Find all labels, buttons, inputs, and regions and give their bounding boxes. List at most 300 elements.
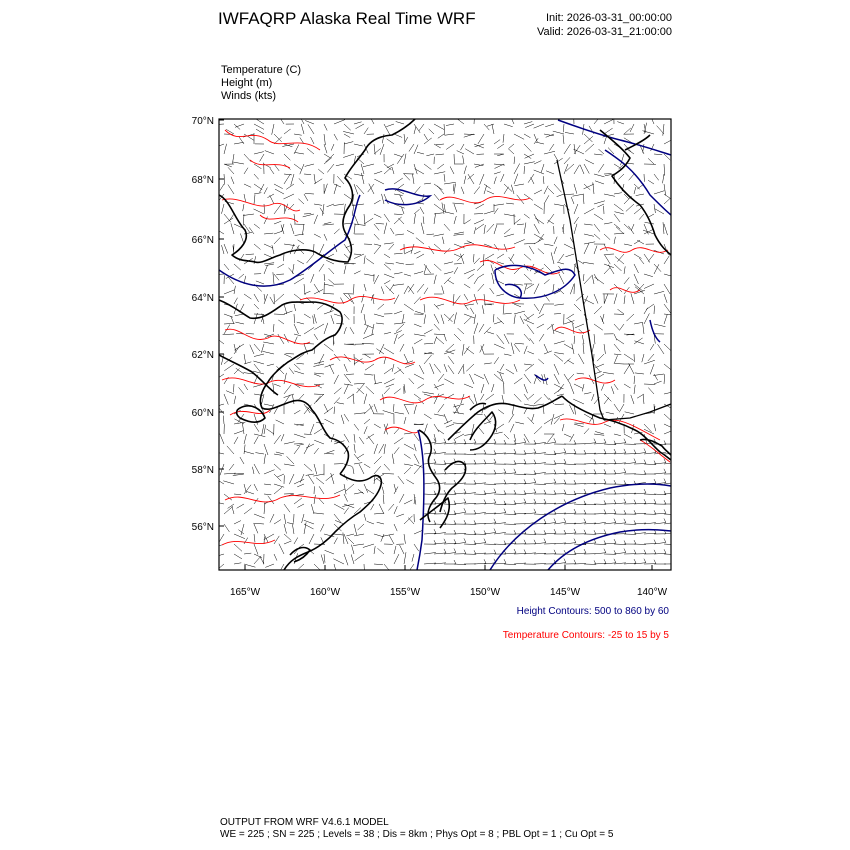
wind-barb	[474, 214, 483, 215]
wind-barb	[455, 434, 464, 439]
wind-barb	[541, 164, 544, 173]
wind-barb	[374, 214, 381, 218]
wind-barb-flag	[504, 480, 506, 484]
wind-barb	[644, 424, 652, 432]
wind-barb	[462, 344, 464, 356]
wind-barb	[592, 394, 595, 401]
wind-barb	[468, 396, 474, 404]
wind-barb-flag	[674, 500, 676, 504]
wind-barb	[554, 237, 557, 244]
wind-barb	[314, 215, 318, 224]
wind-barb	[289, 368, 294, 374]
wind-barb	[395, 412, 404, 414]
wind-barb	[344, 142, 353, 144]
wind-barb	[524, 384, 528, 393]
wind-barb-flag	[524, 459, 526, 463]
wind-barb	[314, 334, 318, 340]
wind-barb	[366, 434, 374, 439]
wind-barb	[363, 164, 374, 167]
wind-barb-flag	[674, 449, 676, 453]
wind-barb	[424, 330, 433, 335]
wind-barb	[254, 436, 258, 444]
wind-barb-flag	[494, 519, 496, 523]
wind-barb	[643, 395, 644, 404]
wind-barb	[514, 378, 522, 384]
wind-barb	[291, 174, 294, 186]
wind-barb-flag	[554, 529, 556, 533]
wind-barb	[264, 294, 268, 304]
wind-barb	[224, 364, 234, 371]
wind-barb	[654, 174, 659, 180]
wind-barb	[595, 432, 604, 435]
wind-barb	[254, 294, 259, 302]
wind-barb	[497, 144, 504, 149]
wind-barb	[494, 344, 505, 349]
wind-barb	[453, 203, 465, 204]
wind-barb-flag	[674, 440, 676, 444]
wind-barb	[224, 323, 235, 324]
wind-barb	[438, 404, 444, 412]
wind-barb	[384, 444, 385, 454]
wind-barb	[384, 368, 392, 374]
wind-barb	[664, 554, 676, 555]
wind-barb	[394, 178, 403, 184]
wind-barb-flag	[574, 509, 576, 513]
wind-barb	[530, 338, 534, 344]
wind-barb	[595, 181, 604, 184]
wind-barb	[362, 294, 364, 302]
wind-barb	[424, 266, 427, 275]
wind-barb	[634, 385, 635, 394]
wind-barb	[644, 384, 655, 385]
wind-barb	[601, 384, 604, 391]
wind-barb	[298, 240, 304, 244]
wind-barb	[329, 279, 335, 284]
wind-barb-flag	[444, 539, 446, 543]
lon-label: 160°W	[309, 587, 341, 598]
wind-barb	[594, 334, 595, 344]
wind-barb	[294, 446, 300, 454]
wind-barb	[509, 149, 515, 154]
wind-barb	[493, 314, 494, 322]
wind-barb	[479, 324, 484, 332]
wind-barb	[374, 244, 381, 246]
wind-barb	[554, 314, 561, 315]
wind-barb	[484, 211, 494, 214]
wind-barb	[260, 557, 264, 564]
wind-barb	[217, 144, 224, 147]
wind-barb	[324, 407, 333, 414]
init-time: Init: 2026-03-31_00:00:00	[546, 12, 672, 24]
wind-barb	[244, 168, 248, 174]
wind-barb	[294, 224, 304, 225]
wind-barb	[664, 304, 671, 313]
wind-barb-flag	[554, 470, 556, 474]
wind-barb	[324, 222, 331, 224]
wind-barb	[534, 239, 543, 244]
wind-barb	[524, 144, 531, 152]
wind-barb	[501, 174, 504, 182]
wind-barb	[354, 254, 364, 259]
wind-barb-flag	[494, 470, 496, 474]
wind-barb	[313, 474, 324, 476]
wind-barb	[354, 492, 363, 494]
wind-barb-flag	[484, 500, 486, 504]
wind-barb	[394, 554, 399, 564]
wind-barb	[354, 214, 359, 225]
wind-barb	[486, 394, 494, 400]
wind-barb	[644, 274, 653, 277]
wind-barb	[365, 364, 374, 370]
wind-barb	[504, 187, 509, 194]
wind-barb-flag	[534, 489, 536, 493]
wind-barb	[427, 234, 435, 235]
wind-barb	[514, 174, 518, 184]
wind-barb-flag	[534, 460, 536, 464]
wind-barb	[254, 364, 261, 372]
wind-barb	[364, 325, 368, 334]
wind-barb	[405, 404, 414, 405]
wind-barb	[376, 323, 384, 324]
wind-barb	[314, 324, 324, 330]
wind-barb	[284, 373, 286, 384]
wind-barb	[604, 344, 605, 354]
wind-barb-flag	[634, 500, 636, 504]
wind-barb	[469, 374, 474, 384]
wind-barb	[235, 322, 244, 324]
wind-barb	[494, 204, 504, 206]
wind-barb	[648, 254, 654, 262]
wind-barb	[263, 342, 274, 344]
wind-barb	[634, 187, 636, 194]
wind-barb	[222, 245, 225, 254]
wind-barb	[344, 414, 349, 421]
wind-barb	[604, 194, 615, 196]
wind-barb	[544, 195, 549, 204]
wind-barb	[594, 434, 604, 435]
lat-label: 64°N	[191, 293, 214, 304]
wind-barb-flag	[484, 460, 486, 464]
wind-barb-flag	[634, 459, 636, 463]
wind-barb	[297, 260, 304, 264]
wind-barb	[384, 264, 391, 270]
wind-barb	[504, 124, 513, 127]
wind-barb	[474, 220, 484, 224]
wind-barb	[343, 154, 354, 158]
wind-barb	[277, 474, 284, 477]
wind-barb	[412, 554, 414, 562]
temperature-contours-note: Temperature Contours: -25 to 15 by 5	[502, 630, 669, 641]
wind-barb	[549, 144, 554, 151]
wind-barb	[314, 314, 316, 323]
wind-barb-flag	[494, 489, 496, 493]
wind-barb	[491, 265, 494, 274]
wind-barb	[582, 384, 584, 391]
wind-barb	[574, 384, 583, 388]
wind-barb	[284, 194, 295, 199]
wind-barb	[654, 424, 656, 431]
wind-barb	[244, 434, 247, 444]
wind-barb	[478, 284, 484, 291]
wind-barb	[319, 498, 324, 504]
wind-barb	[504, 234, 514, 237]
wind-barb	[217, 405, 224, 414]
wind-barb	[274, 205, 281, 214]
wind-barb	[392, 167, 394, 174]
wind-barb-flag	[584, 510, 586, 514]
wind-barb	[544, 419, 552, 424]
wind-barb	[290, 244, 294, 254]
wind-barb	[364, 218, 373, 224]
wind-barb-flag	[584, 489, 586, 493]
wind-barb	[264, 404, 274, 406]
wind-barb	[265, 564, 274, 567]
wind-barb-flag	[514, 469, 516, 473]
wind-barb	[314, 429, 322, 434]
wind-barb	[324, 344, 333, 351]
wind-barb	[224, 314, 233, 317]
wind-barb	[663, 222, 664, 234]
wind-barb	[434, 264, 441, 271]
wind-barb	[551, 252, 554, 264]
wind-barb	[325, 550, 334, 554]
wind-barb	[272, 245, 274, 254]
wind-barb	[524, 284, 527, 294]
wind-barb	[648, 180, 654, 184]
wind-barb	[304, 520, 314, 524]
wind-barb	[264, 263, 274, 264]
wind-barb	[371, 504, 374, 510]
wind-barb	[393, 284, 404, 285]
wind-barb	[234, 474, 244, 475]
wind-barb	[515, 422, 524, 424]
wind-barb	[634, 184, 640, 189]
wind-barb	[464, 176, 466, 184]
wind-barb-flag	[594, 469, 596, 473]
wind-barb	[374, 546, 375, 554]
wind-barb	[394, 194, 403, 195]
wind-barb	[264, 188, 267, 195]
wind-barb	[334, 314, 341, 316]
wind-barb	[570, 384, 574, 394]
wind-barb	[384, 348, 394, 354]
wind-barb	[334, 184, 337, 194]
wind-barb	[394, 389, 401, 394]
wind-barb-flag	[594, 459, 596, 463]
wind-barb	[554, 341, 565, 344]
wind-barb	[264, 484, 271, 485]
wind-barb	[534, 397, 542, 404]
wind-barb	[377, 548, 384, 554]
wind-barb	[664, 256, 669, 264]
wind-barb	[334, 489, 345, 494]
wind-barb	[476, 224, 484, 230]
wind-barb-flag	[634, 450, 636, 454]
wind-barb-flag	[554, 479, 556, 483]
wind-barb	[284, 304, 287, 314]
wind-barb	[400, 344, 404, 352]
wind-barb	[614, 264, 622, 271]
wind-barb	[504, 313, 512, 314]
wind-barb	[594, 246, 597, 254]
wind-barb	[374, 424, 381, 428]
wind-barb	[374, 275, 379, 284]
wind-barb	[468, 174, 474, 184]
wind-barb	[654, 306, 655, 314]
wind-barb-flag	[624, 469, 626, 473]
wind-barb	[342, 504, 354, 507]
wind-barb	[625, 412, 634, 414]
wind-barb	[474, 314, 476, 324]
wind-barb	[359, 437, 364, 444]
wind-barb	[553, 284, 554, 293]
wind-barb	[629, 363, 635, 374]
wind-barb	[254, 195, 255, 204]
wind-barb	[454, 244, 465, 248]
wind-barb	[384, 167, 392, 174]
wind-barb-flag	[604, 439, 606, 443]
wind-barb	[254, 354, 264, 357]
wind-barb	[284, 524, 287, 534]
wind-barb	[244, 184, 251, 187]
wind-barb	[224, 244, 228, 254]
wind-barb	[650, 364, 654, 374]
wind-barb	[654, 381, 662, 384]
wind-barb-flag	[484, 450, 486, 454]
wind-barb	[664, 315, 667, 324]
wind-barb	[314, 394, 324, 395]
wind-barb	[497, 335, 504, 344]
wind-barb	[364, 464, 370, 468]
wind-barb	[604, 254, 610, 264]
wind-barb	[404, 417, 406, 424]
wind-barb	[324, 554, 325, 563]
wind-barb	[334, 504, 344, 510]
wind-barb	[409, 144, 414, 152]
wind-barb	[284, 154, 290, 160]
wind-barb	[232, 506, 234, 514]
wind-barb	[407, 230, 414, 234]
wind-barb	[553, 131, 564, 134]
wind-barb	[597, 354, 604, 361]
wind-barb	[476, 204, 484, 209]
wind-barb	[254, 184, 262, 190]
wind-barb	[634, 240, 640, 244]
wind-barb	[664, 224, 668, 235]
wind-barb	[381, 287, 384, 295]
wind-barb	[514, 164, 520, 175]
wind-barb	[354, 122, 362, 124]
wind-barb	[635, 373, 644, 374]
wind-barb	[584, 299, 594, 304]
wind-barb	[284, 174, 290, 184]
wind-barb	[231, 223, 234, 234]
wind-barb	[414, 145, 418, 154]
wind-barb	[330, 365, 335, 374]
wind-barb	[573, 194, 585, 196]
wind-barb	[438, 374, 444, 382]
wind-barb	[364, 274, 375, 276]
wind-barb	[648, 158, 654, 164]
wind-barb	[265, 264, 274, 266]
wind-barb	[511, 185, 514, 194]
wind-barb	[380, 144, 384, 155]
wind-barb-flag	[624, 439, 626, 443]
wind-barb	[366, 259, 374, 265]
wind-barb	[324, 124, 327, 131]
wind-barb	[634, 274, 638, 284]
wind-barb	[544, 394, 549, 400]
wind-barb	[304, 328, 314, 335]
wind-barb	[448, 314, 454, 321]
wind-barb	[453, 184, 454, 191]
wind-barb	[484, 363, 492, 364]
wind-barb-flag	[434, 459, 436, 463]
wind-barb	[374, 171, 382, 174]
wind-barb-flag	[434, 529, 436, 533]
wind-barb	[506, 203, 514, 204]
wind-barb	[552, 324, 554, 334]
wind-barb	[244, 451, 254, 454]
wind-barb	[424, 164, 431, 170]
wind-barb	[294, 214, 295, 224]
wind-barb	[494, 432, 503, 434]
wind-barb	[417, 284, 424, 292]
wind-barb	[327, 204, 334, 207]
wind-barb	[374, 466, 381, 474]
wind-barb	[329, 268, 335, 274]
wind-barb	[307, 254, 315, 263]
wind-barb	[514, 311, 525, 314]
wind-barb	[313, 513, 324, 514]
wind-barb	[554, 154, 558, 160]
wind-barb	[253, 523, 264, 524]
wind-barb	[394, 295, 399, 304]
wind-barb	[297, 363, 305, 364]
wind-barb	[444, 277, 451, 284]
wind-barb	[394, 323, 405, 324]
wind-barb	[224, 218, 233, 224]
wind-barb	[317, 304, 324, 310]
wind-barb	[254, 534, 255, 542]
lon-label: 145°W	[549, 587, 581, 598]
wind-barb	[333, 559, 344, 564]
wind-barb	[492, 273, 494, 284]
wind-barb	[234, 554, 242, 559]
wind-barb	[314, 289, 323, 294]
wind-barb	[319, 264, 324, 272]
wind-barb	[254, 524, 258, 533]
wind-barb	[334, 184, 341, 187]
wind-barb	[414, 127, 416, 134]
wind-barb-flag	[624, 510, 626, 514]
wind-barb	[244, 362, 251, 364]
wind-barb	[284, 174, 292, 175]
wind-barb	[538, 314, 544, 318]
wind-barb	[514, 394, 521, 402]
wind-barb	[284, 534, 291, 540]
wind-barb	[278, 334, 284, 344]
lon-label: 150°W	[469, 587, 501, 598]
wind-barb	[664, 493, 676, 494]
wind-barb	[564, 321, 574, 325]
wind-barb	[275, 294, 284, 302]
wind-barb	[624, 354, 634, 361]
wind-barb-flag	[654, 560, 656, 564]
wind-barb-flag	[664, 549, 666, 553]
wind-barb-flag	[494, 499, 496, 503]
wind-barb	[291, 224, 294, 234]
